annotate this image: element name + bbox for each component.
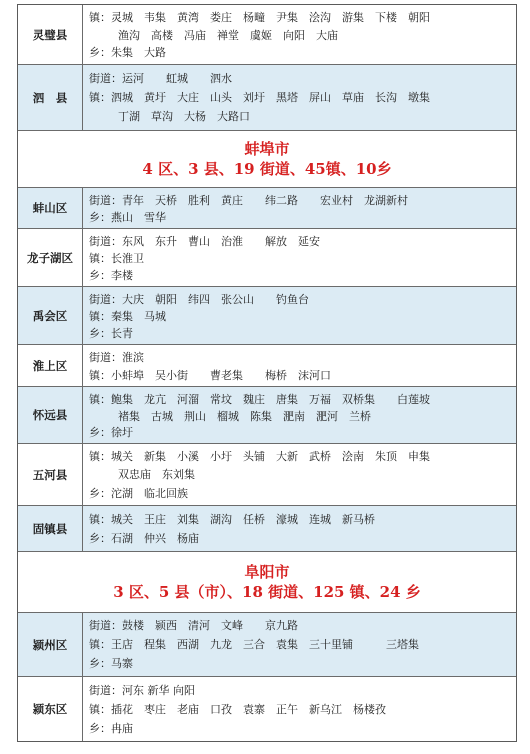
table-row bbox=[18, 613, 516, 677]
district-name: 颍东区 bbox=[18, 677, 83, 741]
table-row bbox=[18, 506, 516, 552]
subdistricts-line: 街道：鼓楼 颍西 清河 文峰 京九路 bbox=[89, 619, 298, 632]
city-title: 蚌埠市 bbox=[244, 140, 290, 158]
townships-line: 乡：长青 bbox=[89, 327, 133, 340]
towns-line: 镇：泗城 黄圩 大庄 山头 刘圩 黑塔 屏山 草庙 长沟 墩集 bbox=[89, 91, 430, 104]
townships-line: 乡：冉庙 bbox=[89, 721, 133, 735]
city-title: 阜阳市 bbox=[244, 563, 290, 581]
table-row bbox=[18, 677, 516, 741]
subdistricts-line: 街道：大庆 朝阳 纬四 张公山 钓鱼台 bbox=[89, 293, 309, 306]
table-row bbox=[18, 287, 516, 345]
towns-line: 镇：王店 程集 西湖 九龙 三合 袁集 三十里铺 三塔集 bbox=[89, 638, 419, 651]
subdistricts-line: 街道：运河 虹城 泗水 bbox=[89, 72, 232, 85]
towns-line-continued: 渔沟 高楼 冯庙 禅堂 虞姬 向阳 大庙 bbox=[118, 28, 338, 42]
county-name: 泗 县 bbox=[18, 65, 83, 130]
towns-line-continued: 褚集 古城 荆山 榴城 陈集 淝南 淝河 兰桥 bbox=[118, 409, 371, 423]
district-details bbox=[83, 188, 516, 228]
city-header-fuyang bbox=[18, 552, 516, 613]
county-details bbox=[83, 444, 516, 505]
table-row bbox=[18, 229, 516, 287]
townships-line: 乡：燕山 雪华 bbox=[89, 211, 166, 224]
district-details bbox=[83, 345, 516, 386]
townships-line: 乡：马寨 bbox=[89, 657, 133, 670]
district-name: 禹会区 bbox=[18, 287, 83, 344]
county-name: 灵璧县 bbox=[18, 5, 83, 64]
district-name: 颍州区 bbox=[18, 613, 83, 676]
subdistricts-line: 街道：河东 新华 向阳 bbox=[89, 683, 195, 697]
county-name: 五河县 bbox=[18, 444, 83, 505]
table-row bbox=[18, 65, 516, 131]
district-name: 蚌山区 bbox=[18, 188, 83, 228]
table-row bbox=[18, 387, 516, 444]
towns-line: 镇：小蚌埠 吴小街 曹老集 梅桥 沫河口 bbox=[89, 368, 331, 382]
admin-divisions-table bbox=[17, 4, 517, 742]
city-summary: 4 区、3 县、19 街道、45镇、10乡 bbox=[142, 160, 392, 178]
table-row bbox=[18, 345, 516, 387]
towns-line-continued: 丁湖 草沟 大杨 大路口 bbox=[118, 110, 250, 123]
townships-line: 乡：徐圩 bbox=[89, 426, 133, 440]
townships-line: 乡：朱集 大路 bbox=[89, 46, 166, 60]
towns-line: 镇：长淮卫 bbox=[89, 252, 144, 265]
city-summary: 3 区、5 县（市）、18 街道、125 镇、24 乡 bbox=[113, 583, 421, 601]
subdistricts-line: 街道：东风 东升 曹山 治淮 解放 延安 bbox=[89, 235, 320, 248]
district-name: 龙子湖区 bbox=[18, 229, 83, 286]
subdistricts-line: 街道：淮滨 bbox=[89, 351, 144, 364]
subdistricts-line: 街道：青年 天桥 胜利 黄庄 纬二路 宏业村 龙湖新村 bbox=[89, 194, 408, 207]
district-name: 淮上区 bbox=[18, 345, 83, 386]
district-details bbox=[83, 287, 516, 344]
towns-line: 镇：插花 枣庄 老庙 口孜 袁寨 正午 新乌江 杨楼孜 bbox=[89, 702, 386, 716]
county-details bbox=[83, 5, 516, 64]
county-name: 怀远县 bbox=[18, 387, 83, 443]
table-row bbox=[18, 444, 516, 506]
townships-line: 乡：沱湖 临北回族 bbox=[89, 486, 188, 500]
county-details bbox=[83, 65, 516, 130]
county-details bbox=[83, 506, 516, 551]
townships-line: 乡：李楼 bbox=[89, 269, 133, 282]
towns-line-continued: 双忠庙 东刘集 bbox=[118, 468, 195, 482]
towns-line: 镇：秦集 马城 bbox=[89, 310, 166, 323]
townships-line: 乡：石湖 仲兴 杨庙 bbox=[89, 531, 199, 545]
district-details bbox=[83, 229, 516, 286]
towns-line: 镇：鲍集 龙亢 河溜 常坟 魏庄 唐集 万福 双桥集 白莲坡 bbox=[89, 393, 430, 406]
county-details bbox=[83, 387, 516, 443]
towns-line: 镇：灵城 韦集 黄湾 娄庄 杨疃 尹集 浍沟 游集 下楼 朝阳 bbox=[89, 11, 430, 24]
district-details bbox=[83, 613, 516, 676]
table-row bbox=[18, 188, 516, 229]
city-header-bengbu bbox=[18, 131, 516, 188]
table-row bbox=[18, 5, 516, 65]
towns-line: 镇：城关 新集 小溪 小圩 头铺 大新 武桥 浍南 朱顶 申集 bbox=[89, 450, 430, 463]
district-details bbox=[83, 677, 516, 741]
towns-line: 镇：城关 王庄 刘集 湖沟 任桥 濠城 连城 新马桥 bbox=[89, 512, 375, 526]
county-name: 固镇县 bbox=[18, 506, 83, 551]
